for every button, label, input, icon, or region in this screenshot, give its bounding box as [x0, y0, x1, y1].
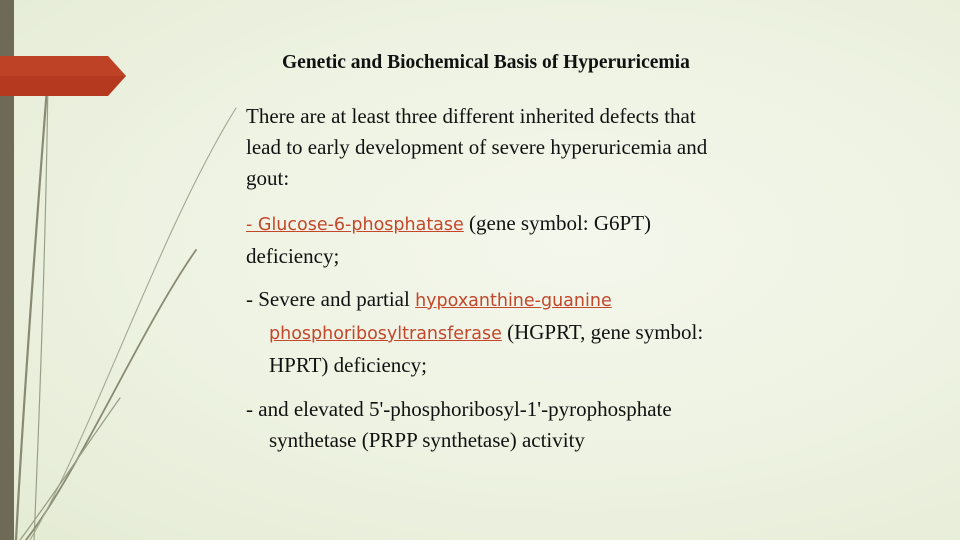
slide-body [246, 101, 726, 469]
list-item-prpp [246, 394, 726, 456]
list-item-suffix: (gene symbol: G6PT) deficiency; [246, 211, 652, 268]
intro-paragraph: There are at least three different inherited defects that lead to early development of severe hyperuricemia and gout: [246, 104, 708, 190]
list-item-hgprt [246, 284, 726, 381]
slide-title: Genetic and Biochemical Basis of Hyperuricemia [282, 52, 690, 73]
list-item-prefix: - Severe and partial [246, 287, 416, 311]
list-item-suffix: (HGPRT, gene symbol: HPRT) deficiency; [269, 320, 704, 377]
hgprt-link[interactable]: hypoxanthine-guanine phosphoribosyltransferase [269, 291, 612, 344]
accent-arrow-shape [0, 56, 128, 96]
list-item-prefix: - and elevated 5'-phosphoribosyl-1'-pyrophosphate synthetase (PRPP synthetase) activity [246, 397, 672, 452]
list-item-g6pt [246, 208, 726, 272]
glucose-6-phosphatase-link[interactable]: - Glucose-6-phosphatase [246, 215, 464, 235]
